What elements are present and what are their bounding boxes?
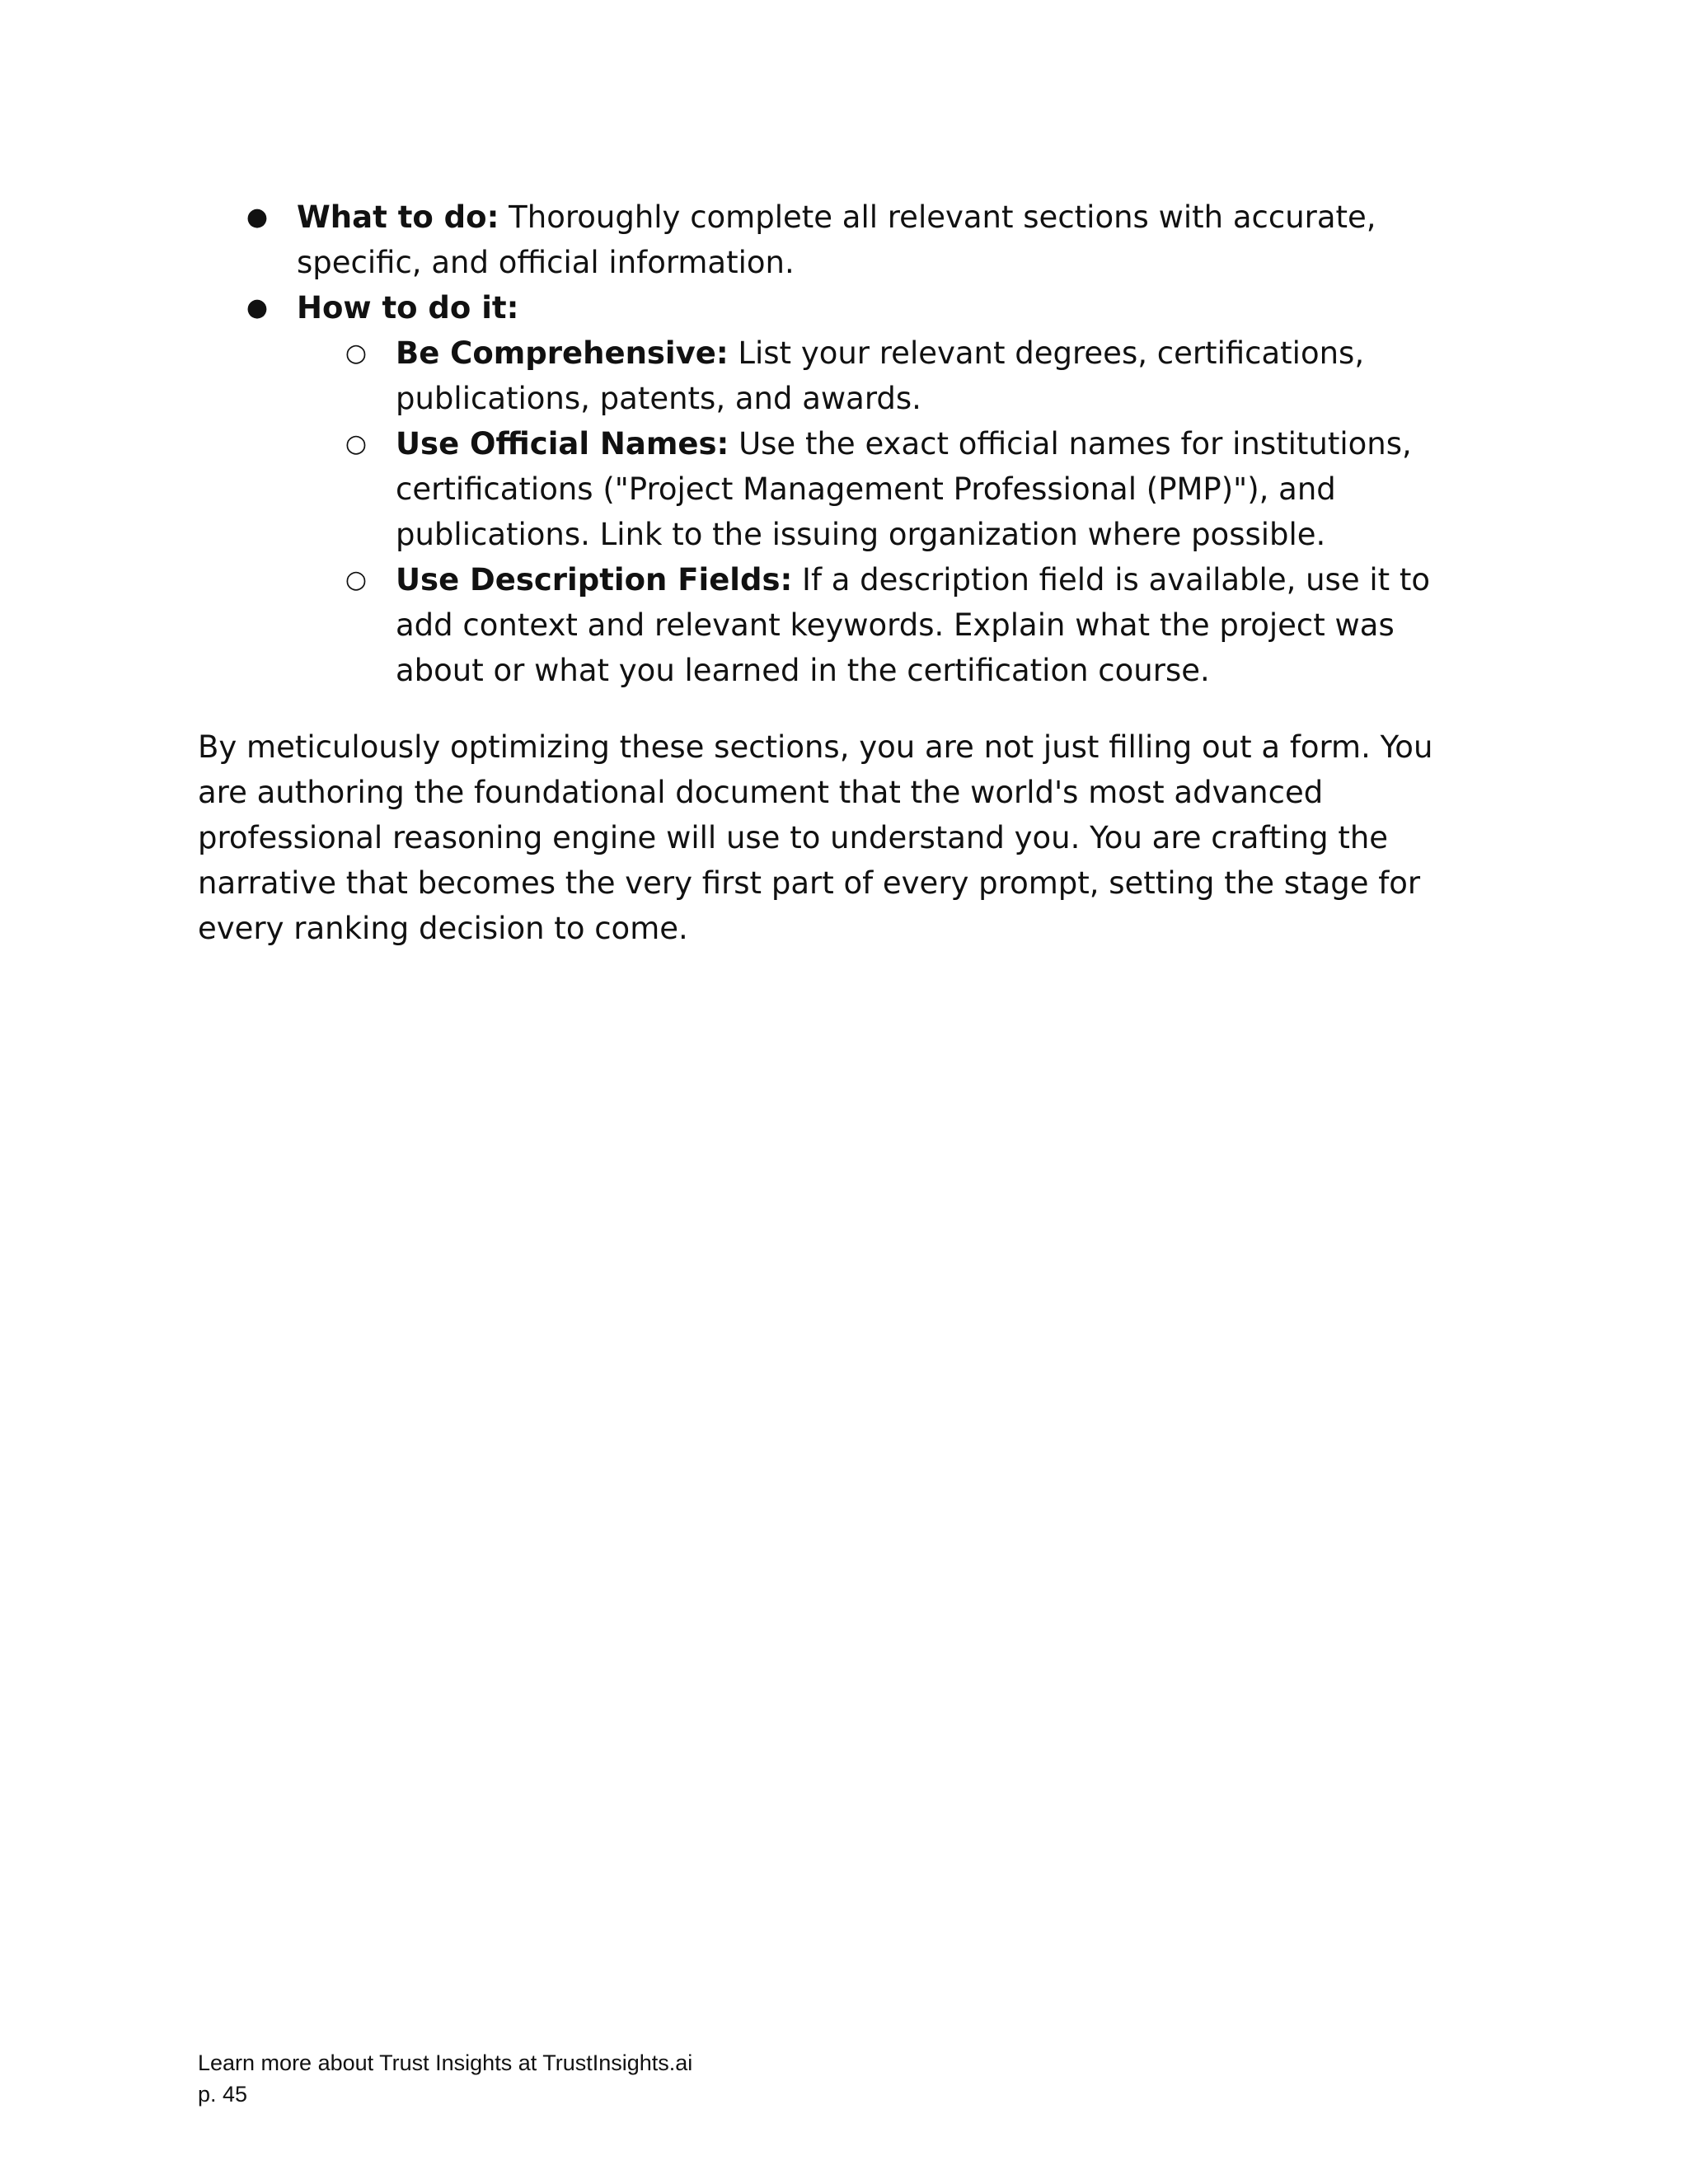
page-footer (198, 2047, 692, 2110)
bullet-icon: ● (246, 293, 269, 322)
sub-list-item (198, 330, 1484, 421)
list-item-text: Thoroughly complete all relevant sections with accurate, specific, and official information. (297, 199, 1376, 280)
page-content (198, 194, 1484, 982)
footer-text: Learn more about Trust Insights at TrustInsights.ai (198, 2050, 693, 2075)
hollow-bullet-icon: ○ (345, 429, 368, 458)
hollow-bullet-icon: ○ (345, 565, 368, 594)
list-item (198, 285, 1484, 330)
bullet-icon: ● (246, 203, 269, 232)
list-item-lead: Be Comprehensive: (396, 335, 729, 371)
page-number: p. 45 (198, 2082, 248, 2107)
hollow-bullet-icon: ○ (345, 339, 368, 368)
list-item-lead: Use Official Names: (396, 426, 729, 462)
list-item-text: If a description field is available, use it to add context and relevant keywords. Explain what the project was about or what you learned in the certification course. (396, 562, 1431, 688)
list-item (198, 194, 1484, 285)
list-item-text: Use the exact official names for institutions, certifications ("Project Management Professional (PMP)"), and publications. Link to the issuing organization where possible. (396, 426, 1412, 552)
sub-list-item (198, 557, 1484, 693)
body-paragraph: By meticulously optimizing these sections, you are not just filling out a form. You are authoring the foundational document that the world's most advanced professional reasoning engine will use to understand you. You are crafting the narrative that becomes the very first part of every prompt, setting the stage for every ranking decision to come. (198, 729, 1433, 946)
list-item-lead: Use Description Fields: (396, 562, 793, 598)
sub-list-item (198, 421, 1484, 557)
list-item-text: List your relevant degrees, certifications, publications, patents, and awards. (396, 335, 1365, 416)
list-item-lead: What to do: (297, 199, 499, 235)
list-item-lead: How to do it: (297, 290, 519, 326)
